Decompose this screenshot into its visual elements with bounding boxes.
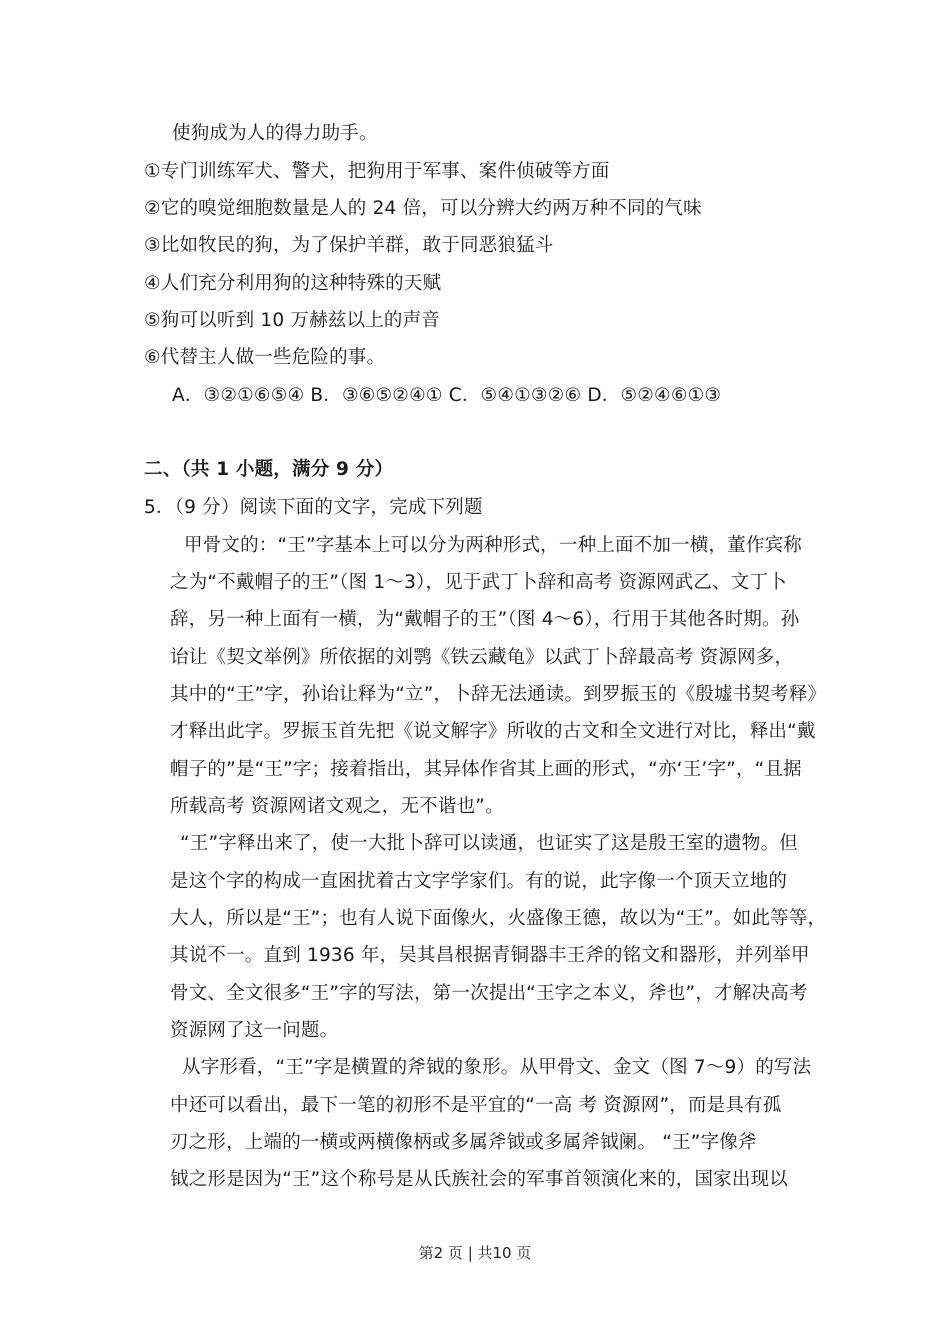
passage-line: 从字形看，“王”字是横置的斧钺的象形。从甲骨文、金文（图 7～9）的写法 <box>182 1057 812 1078</box>
passage-line: 所载高考 资源网诸文观之，无不谐也”。 <box>170 796 504 817</box>
page-footer: 第2 页 | 共10 页 <box>418 1244 532 1262</box>
text-line: ⑤狗可以听到 10 万赫兹以上的声音 <box>144 310 440 331</box>
text-line: ④人们充分利用狗的这种特殊的天赋 <box>144 273 442 294</box>
passage-line: 之为“不戴帽子的王”（图 1～3），见于武丁卜辞和高考 资源网武乙、文丁卜 <box>170 572 787 593</box>
section-heading: 二、（共 1 小题，满分 9 分） <box>144 459 394 480</box>
passage-line: 辞，另一种上面有一横，为“戴帽子的王”（图 4～6），行用于其他各时期。孙 <box>170 609 800 630</box>
text-line: ③比如牧民的狗，为了保护羊群，敢于同恶狼猛斗 <box>144 235 554 256</box>
question-line: 5．（9 分）阅读下面的文字，完成下列题 <box>144 497 483 518</box>
passage-line: 其中的“王”字，孙诒让释为“立”，卜辞无法通读。到罗振玉的《殷墟书契考释》 <box>170 684 827 705</box>
passage-line: 诒让《契文举例》所依据的刘鹗《铁云藏龟》以武丁卜辞最高考 资源网多， <box>170 647 794 668</box>
passage-line: 帽子的”是“王”字；接着指出，其异体作省其上画的形式，“亦‘王’字”，“且据 <box>170 759 802 780</box>
text-line: ⑥代替主人做一些危险的事。 <box>144 347 386 368</box>
passage-line: 才释出此字。罗振玉首先把《说文解字》所收的古文和全文进行对比，释出“戴 <box>170 721 816 742</box>
passage-line: 是这个字的构成一直困扰着古文字学家们。有的说，此字像一个顶天立地的 <box>170 871 788 892</box>
passage-line: 资源网了这一问题。 <box>170 1020 339 1041</box>
answer-options: A．③②①⑥⑤④ B．③⑥⑤②④① C．⑤④①③②⑥ D．⑤②④⑥①③ <box>172 385 722 406</box>
passage-line: 其说不一。直到 1936 年，吴其昌根据青铜器丰王斧的铭文和器形，并列举甲 <box>170 945 810 966</box>
text-line: ②它的嗅觉细胞数量是人的 24 倍，可以分辨大约两万种不同的气味 <box>144 198 702 219</box>
passage-line: 刃之形，上端的一横或两横像柄或多属斧钺或多属斧钺阑。 “王”字像斧 <box>170 1132 757 1153</box>
passage-line: 大人，所以是“王”；也有人说下面像火，火盛像王德，故以为“王”。如此等等， <box>170 908 827 929</box>
text-line: 使狗成为人的得力助手。 <box>172 123 378 144</box>
passage-line: 中还可以看出，最下一笔的初形不是平宜的“一高 考 资源网”，而是具有孤 <box>170 1095 782 1116</box>
text-line: ①专门训练军犬、警犬，把狗用于军事、案件侦破等方面 <box>144 161 610 182</box>
passage-line: 钺之形是因为“王”这个称号是从氏族社会的军事首领演化来的，国家出现以 <box>170 1169 788 1190</box>
passage-line: 甲骨文的：“王”字基本上可以分为两种形式，一种上面不加一横，董作宾称 <box>184 535 802 556</box>
passage-line: “王”字释出来了，使一大批卜辞可以读通，也证实了这是殷王室的遗物。但 <box>180 833 798 854</box>
passage-line: 骨文、全文很多“王”字的写法，第一次提出“王字之本义，斧也”，才解决高考 <box>170 983 808 1004</box>
